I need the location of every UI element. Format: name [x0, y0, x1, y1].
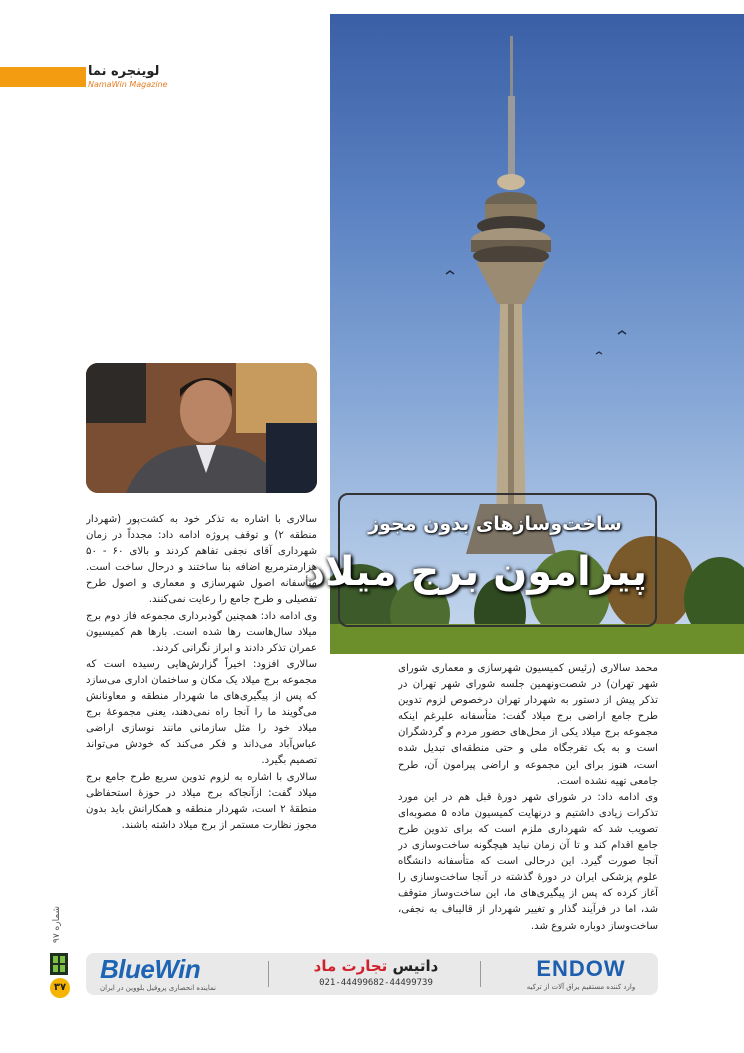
logo-sub-text: NamaWin Magazine [88, 80, 168, 89]
issue-number: شماره ۹۷ [52, 906, 62, 944]
datis-ad[interactable] [286, 953, 466, 995]
bluewin-logo: BlueWin [100, 954, 201, 984]
left-paragraph: سالاری افزود: اخیراً گزارش‌هایی رسیده است که مجموعه برج میلاد یک مکان و ساختمان اداری می‌سازد که پس از پیگیری‌های ما شهردار منطقه و معاونانش می‌گویند ما را آنجا راه نمی‌دهند، یعنی مجموعهٔ برج میلاد خود را مثل سازمانی مانند نوسازی اراضی عباس‌آباد می‌داند و فکر می‌کند که خودش می‌تواند تصمیم بگیرد. [86, 658, 317, 767]
bluewin-tagline: نماینده انحصاری پروفیل بلووین در ایران [100, 984, 216, 992]
headline-box [304, 493, 657, 627]
endow-logo: ENDOW [536, 956, 626, 981]
left-paragraph: سالاری با اشاره به لزوم تدوین سریع طرح جامع برج میلاد گفت: ازآنجاکه برج میلاد در حوزهٔ استحفاظی منطقهٔ ۲ است، شهردار منطقه و همکارانش باید بدون مجوز نظارت مستمر از برج میلاد داشته باشند. [86, 771, 317, 831]
headline-subtitle: ساخت‌وسازهای بدون مجوز [368, 513, 622, 535]
speaker-portrait-photo [86, 363, 317, 493]
left-paragraph: وی ادامه داد: همچنین گودبرداری مجموعه فاز دوم برج میلاد سال‌هاست رها شده است. بارها هم کمیسیون عمران تذکر دادند و ابراز نگرانی کردند. [86, 610, 317, 654]
page-number: ۳۷ [50, 978, 70, 998]
endow-tagline: وارد کننده مستقیم یراق آلات از ترکیه [526, 983, 636, 991]
right-paragraph: وی ادامه داد: در شورای شهر دورهٔ قبل هم در این مورد تذکرات زیادی داشتیم و درنهایت کمیسیون ماده ۵ مصوبه‌ای تصویب شد که شهرداری ملزم است که برای تدوین طرح جامع اقدام کند و تا آن زمان نباید هیچگونه ساخت‌وسازی در آنجا صورت گیرد. این درحالی است که متأسفانه دانشگاه علوم پزشکی ایران در دورهٔ گذشته در آنجا ساخت‌وسازی را آغاز کرده که پس از پیگیری‌های ما، این ساخت‌وساز متوقف شد، اما در فرآیند گذار و تغییر شهردار از قالیباف به نجفی، ساخت‌وساز دوباره شروع شد. [398, 791, 658, 932]
ad-divider [268, 961, 269, 987]
magazine-icon [50, 953, 68, 975]
advertisement-bar [86, 953, 658, 995]
portrait-illustration [86, 363, 317, 493]
magazine-logo [88, 64, 172, 94]
datis-name [286, 956, 466, 976]
left-paragraph: سالاری با اشاره به تذکر خود به کشت‌پور (شهردار منطقه ۲) و توقف پروژه ادامه داد: مجدداً در زمان شهرداری آقای نجفی تفاهم کردند و بالای ۶۰ - ۵۰ هزارمترمربع اضافه بنا ساختند و درحال ساخت است. متأسفانه اصول شهرسازی و معماری و اصول طرح تفصیلی و طرح جامع را رعایت نمی‌کنند. [86, 514, 317, 606]
headline-title: پیرامون برج میلاد [304, 549, 647, 595]
bluewin-ad[interactable] [100, 953, 260, 995]
article-left-column [86, 512, 317, 922]
ad-divider [480, 961, 481, 987]
logo-main-text: لوینجره نما [88, 64, 160, 79]
endow-ad[interactable] [506, 953, 656, 995]
right-paragraph: محمد سالاری (رئیس کمیسیون شهرسازی و معماری شورای شهر تهران) در شصت‌ونهمین جلسه شورای شهر تهران در تذکر پیش از دستور به شهردار تهران درخصوص لزوم تدوین طرح جامع اراضی برج میلاد گفت: متأسفانه علیرغم اینکه مجموعه برج میلاد یکی از محل‌های حضور مردم و گردشگران است و به یک تفرجگاه ملی و حتی منطقه‌ای تبدیل شده است، هنوز برای این مجموعه و اراضی پیرامون آن، طرح جامعی تهیه نشده است. [398, 663, 658, 787]
header-accent-bar [0, 67, 86, 87]
datis-name-b: داتیس [392, 957, 439, 975]
datis-phone: 021-44499682-44499739 [319, 978, 433, 988]
datis-name-a: تجارت ماد [313, 957, 388, 975]
article-right-column [398, 661, 658, 933]
